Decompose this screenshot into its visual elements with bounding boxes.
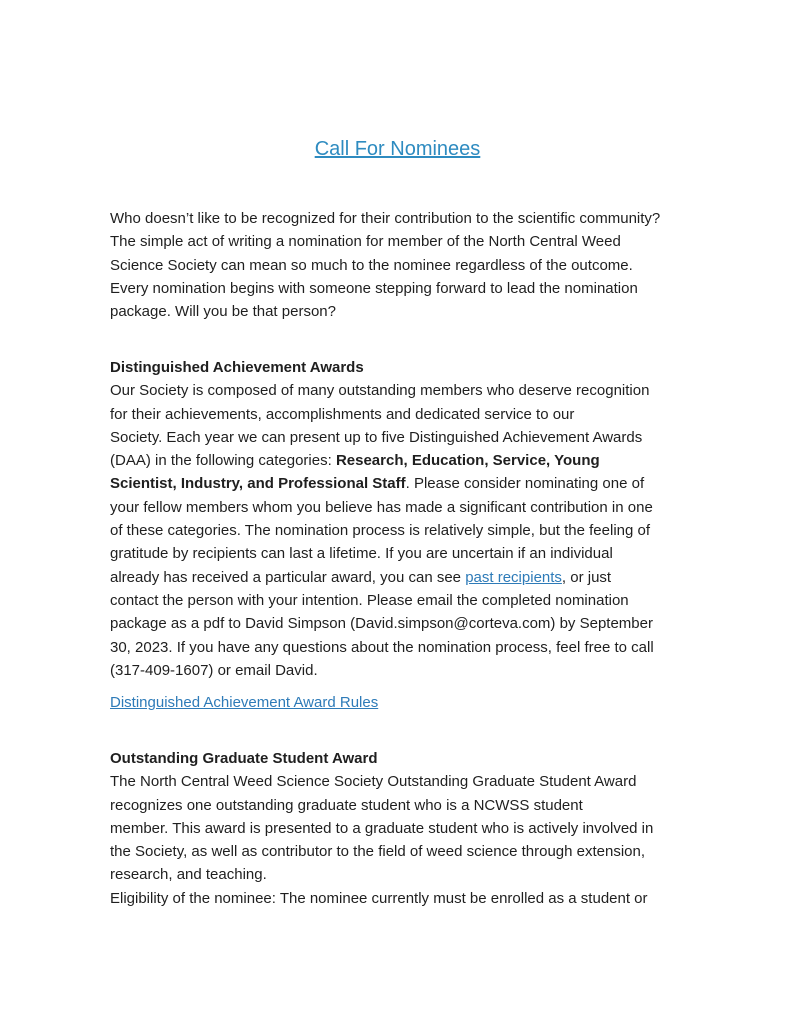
intro-line: The simple act of writing a nomination for member of the North Central Weed [110,233,621,251]
intro-paragraph [110,207,685,323]
daa-line: gratitude by recipients can last a lifetime. If you are uncertain if an individual [110,545,613,563]
ogsa-line: Eligibility of the nominee: The nominee currently must be enrolled as a student or [110,889,648,907]
daa-text: already has received a particular award, you can see [110,568,466,586]
ogsa-line: recognizes one outstanding graduate student who is a NCWSS student [110,796,583,814]
ogsa-heading: Outstanding Graduate Student Award [110,750,378,767]
daa-line: package as a pdf to David Simpson (David.simpson@corteva.com) by September [110,615,653,633]
daa-line: your fellow members whom you believe has made a significant contribution in one [110,498,653,516]
ogsa-line: The North Central Weed Science Society Outstanding Graduate Student Award [110,773,637,791]
daa-line [110,566,685,589]
ogsa-line: the Society, as well as contributor to the field of weed science through extension, [110,843,646,861]
daa-line: Our Society is composed of many outstanding members who deserve recognition [110,382,650,400]
ogsa-section [110,747,685,910]
call-for-nominees-link[interactable]: Call For Nominees [314,138,481,160]
ogsa-line: research, and teaching. [110,866,267,884]
daa-text: , or just [561,568,612,586]
past-recipients-link[interactable]: past recipients [465,568,562,586]
intro-line: Who doesn’t like to be recognized for their contribution to the scientific community? [110,210,661,227]
intro-line: package. Will you be that person? [110,303,336,321]
daa-line: contact the person with your intention. Please email the completed nomination [110,591,629,609]
intro-line: Every nomination begins with someone stepping forward to lead the nomination [110,279,638,297]
daa-line [110,472,685,495]
daa-rules [110,691,685,714]
intro-line: Science Society can mean so much to the nominee regardless of the outcome. [110,256,633,274]
daa-rules-link[interactable]: Distinguished Achievement Award Rules [110,694,379,711]
daa-categories: Research, Education, Service, Young [335,452,600,470]
daa-line: of these categories. The nomination process is relatively simple, but the feeling of [110,522,651,540]
daa-line: 30, 2023. If you have any questions about the nomination process, feel free to call [110,638,654,656]
daa-line: (317-409-1607) or email David. [110,661,318,679]
daa-heading: Distinguished Achievement Awards [110,359,364,376]
ogsa-line: member. This award is presented to a graduate student who is actively involved in [110,819,654,837]
daa-line: for their achievements, accomplishments and dedicated service to our [110,405,575,423]
daa-categories: Scientist, Industry, and Professional Staff [110,475,406,493]
daa-text: . Please consider nominating one of [405,475,645,493]
daa-section [110,356,685,682]
daa-text: (DAA) in the following categories: [110,452,336,470]
daa-line: Society. Each year we can present up to five Distinguished Achievement Awards [110,428,643,446]
daa-line [110,449,685,472]
page-title [110,136,685,162]
